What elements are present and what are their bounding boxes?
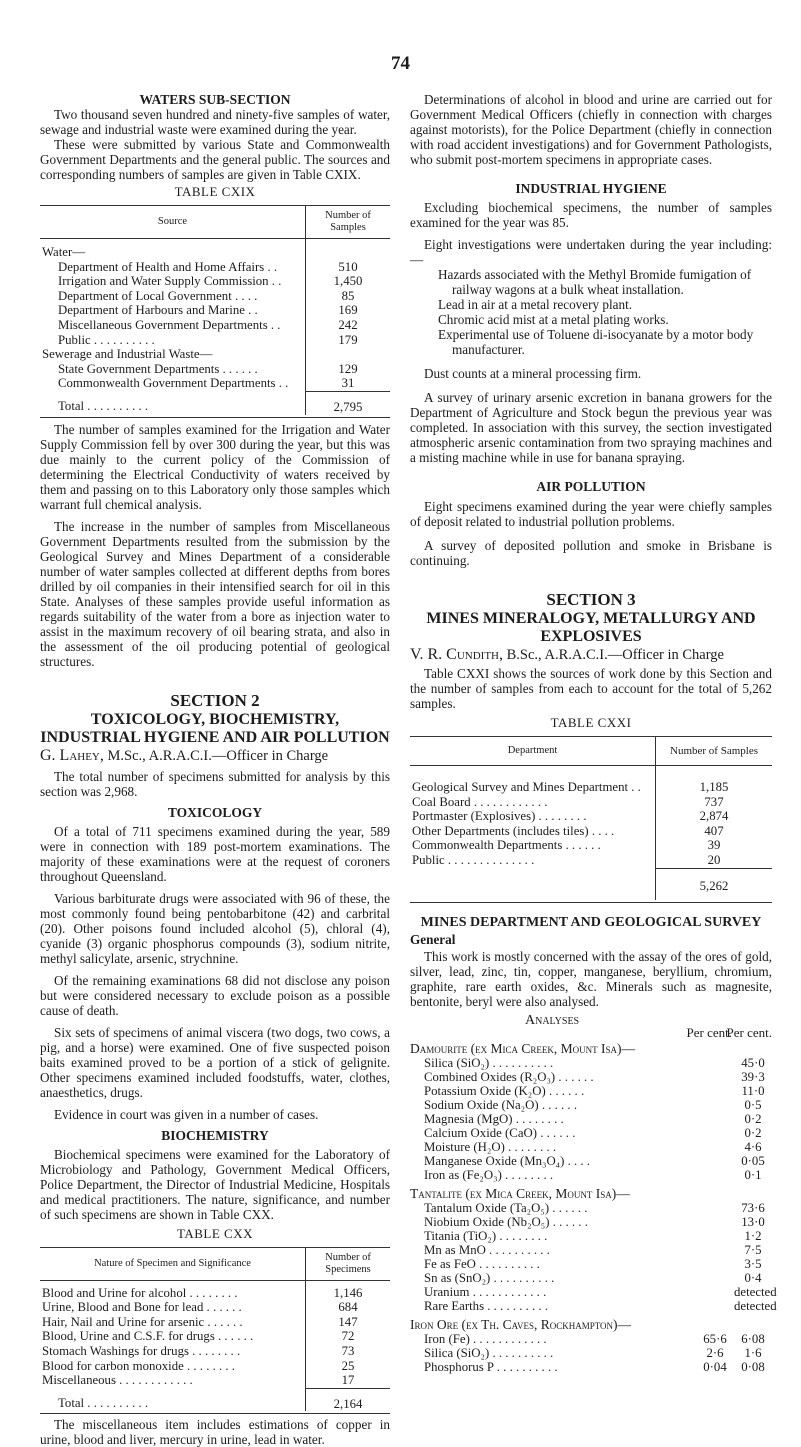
analysis-value-1: [696, 1070, 734, 1084]
table-cxix-row: [40, 303, 390, 318]
table-cxx-row-label: Blood, Urine and C.S.F. for drugs . . . . . .: [42, 1329, 254, 1344]
section-2-heading: TOXICOLOGY, BIOCHEMISTRY, INDUSTRIAL HYGIENE AND AIR POLLUTION: [40, 710, 390, 746]
table-cxxi-row-label: Coal Board . . . . . . . . . . . .: [412, 794, 548, 809]
analysis-constituent: Sn as (SnO₂) . . . . . . . . . .: [424, 1271, 555, 1286]
analysis-value-1: [696, 1299, 734, 1313]
table-cxx-row: [40, 1359, 390, 1374]
analysis-value-2: 39·3: [741, 1070, 765, 1085]
table-cxix-row-label: Department of Health and Home Affairs . .: [58, 259, 278, 274]
table-cxx-col-nature: Nature of Specimen and Significance: [40, 1247, 306, 1280]
table-cxxi-caption: TABLE CXXI: [550, 715, 632, 730]
analysis-constituent: Titania (TiO₂) . . . . . . . .: [424, 1229, 548, 1244]
table-cxx-row: [40, 1315, 390, 1330]
section-2-paragraph-1: The total number of specimens submitted for analysis by this section was 2,968.: [40, 768, 390, 799]
table-cxxi-col-department: Department: [410, 737, 656, 766]
analysis-value-2: 0·1: [744, 1168, 762, 1183]
analysis-constituent: Iron (Fe) . . . . . . . . . . . .: [424, 1332, 547, 1347]
table-cxix-row-value: [306, 245, 391, 260]
alcohol-paragraph: Determinations of alcohol in blood and urine are carried out for Government Medical Officers (chiefly in connection with charges against motorists), for the Police Department (chiefly in connection with road accident investigations) and for Government Pathologists, who submit post-mortem specimens in appropriate cases.: [410, 92, 772, 167]
analysis-value-2: detected: [734, 1299, 777, 1314]
analysis-row: [410, 1140, 772, 1154]
table-cxx-row: [40, 1286, 390, 1301]
table-cxix-row: [40, 333, 390, 348]
table-cxxi-row-value: 407: [656, 824, 773, 839]
table-cxix-row-value: [306, 347, 391, 362]
analysis-value-2: 11·0: [741, 1084, 765, 1099]
analysis-constituent: Moisture (H₂O) . . . . . . . .: [424, 1140, 557, 1155]
air-pollution-paragraph-1: Eight specimens examined during the year were chiefly samples of deposit related to industrial pollution problems.: [410, 499, 772, 529]
investigation-item: Experimental use of Toluene di-isocyanate by a motor body manufacturer.: [438, 327, 754, 357]
analysis-row: [410, 1360, 772, 1374]
table-cxix-caption: TABLE CXIX: [174, 184, 256, 199]
analysis-value-1: [696, 1201, 734, 1215]
left-column: [40, 92, 390, 1447]
analysis-row: [410, 1201, 772, 1215]
analysis-group-title: Tantalite (ex Mica Creek, Mount Isa)—: [410, 1186, 630, 1202]
analysis-value-2: 1·2: [744, 1229, 762, 1244]
industrial-hygiene-paragraph-3: Dust counts at a mineral processing firm.: [424, 366, 642, 381]
analysis-value-1: [696, 1112, 734, 1126]
section-3-officer: [410, 646, 772, 664]
analysis-row: [410, 1084, 772, 1098]
table-cxxi-row-value: 2,874: [656, 809, 773, 824]
table-cxix-col-number: Number of Samples: [306, 206, 391, 239]
analysis-value-1: 2·6: [706, 1346, 724, 1361]
general-subheading: General: [410, 932, 456, 948]
analysis-constituent: Tantalum Oxide (Ta₂O₅) . . . . . .: [424, 1201, 588, 1216]
table-cxix: [40, 205, 390, 415]
table-cxix-row-value: 169: [306, 303, 391, 318]
analysis-row: [410, 1126, 772, 1140]
analysis-row: [410, 1271, 772, 1285]
analysis-constituent: Phosphorus P . . . . . . . . . .: [424, 1360, 558, 1375]
analysis-constituent: Magnesia (MgO) . . . . . . . .: [424, 1112, 564, 1127]
table-cxx-row-label: Stomach Washings for drugs . . . . . . . .: [42, 1343, 241, 1358]
analysis-constituent: Niobium Oxide (Nb₂O₅) . . . . . .: [424, 1215, 588, 1230]
table-cxix-body: [40, 245, 390, 391]
table-cxxi-row: [410, 853, 772, 868]
waters-paragraph-2: These were submitted by various State and Commonwealth Government Departments and the general public. The sources and corresponding numbers of samples are given in Table CXIX.: [40, 137, 390, 182]
analysis-value-1: 65·6: [703, 1332, 727, 1347]
section-3-officer-name: V. R. Cundith,: [410, 646, 503, 663]
table-cxxi-row-label: Commonwealth Departments . . . . . .: [412, 838, 601, 853]
table-cxx-row-label: Blood for carbon monoxide . . . . . . . .: [42, 1358, 235, 1373]
analysis-value-2: 73·6: [741, 1201, 765, 1216]
table-cxix-total-label: Total . . . . . . . . . .: [58, 399, 149, 414]
table-cxix-row-label: Miscellaneous Government Departments . .: [58, 317, 281, 332]
analysis-row: [410, 1285, 777, 1300]
analysis-group-title: Damourite (ex Mica Creek, Mount Isa)—: [410, 1041, 635, 1057]
analysis-value-1: [696, 1140, 734, 1154]
table-cxix-row-value: 129: [306, 362, 391, 377]
analysis-constituent: Manganese Oxide (Mn₃O₄) . . . .: [424, 1154, 591, 1169]
investigation-item: Chromic acid mist at a metal plating works.: [438, 312, 669, 327]
analysis-group-title: Iron Ore (ex Th. Caves, Rockhampton)—: [410, 1317, 632, 1333]
table-cxxi-row-label: Geological Survey and Mines Department . .: [412, 780, 641, 794]
table-cxx-total-value: 2,164: [306, 1388, 391, 1411]
table-cxix-row: [40, 260, 390, 275]
table-cxx-row-label: Hair, Nail and Urine for arsenic . . . . . .: [42, 1314, 243, 1329]
toxicology-paragraph-1: Of a total of 711 specimens examined during the year, 589 were in connection with 189 post-mortem examinations. The majority of these examinations were at the request of coroners throughout Queensland.: [40, 823, 390, 884]
analysis-constituent: Combined Oxides (R₂O₃) . . . . . .: [424, 1070, 594, 1085]
table-cxix-row-label: Department of Local Government . . . .: [58, 288, 258, 303]
analysis-value-1: [696, 1229, 734, 1243]
table-cxxi-row-label: Public . . . . . . . . . . . . . .: [412, 852, 535, 867]
analysis-value-2: 0·4: [744, 1271, 762, 1286]
table-cxix-col-source: Source: [40, 206, 306, 239]
table-cxxi: [410, 736, 772, 900]
table-cxx-caption: TABLE CXX: [176, 1225, 254, 1241]
table-cxix-row: [40, 362, 390, 377]
table-cxxi-col-number: Number of Samples: [656, 737, 773, 766]
table-cxix-total-value: 2,795: [306, 391, 391, 414]
analysis-constituent: Silica (SiO₂) . . . . . . . . . .: [424, 1346, 554, 1361]
investigation-list: [438, 267, 772, 357]
table-cxx-row-value: 25: [306, 1359, 391, 1374]
table-cxix-row-label: Department of Harbours and Marine . .: [58, 303, 258, 318]
table-cxx: [40, 1247, 390, 1412]
table-cxx-row-value: 684: [306, 1300, 391, 1315]
analysis-value-2: 13·0: [741, 1215, 765, 1230]
table-cxix-row: [40, 347, 390, 362]
mines-department-heading: MINES DEPARTMENT AND GEOLOGICAL SURVEY: [420, 915, 762, 931]
table-cxxi-row: [410, 824, 772, 839]
table-cxxi-row: [410, 780, 772, 795]
analysis-value-1: [696, 1215, 734, 1229]
investigation-item: Hazards associated with the Methyl Bromide fumigation of railway wagons at a bulk wheat installation.: [438, 267, 752, 297]
table-cxx-row: [40, 1329, 390, 1344]
page-number: 74: [391, 53, 410, 74]
air-pollution-heading: AIR POLLUTION: [536, 479, 646, 494]
analysis-row: [410, 1346, 772, 1360]
table-cxix-row-label: Water—: [42, 245, 86, 259]
table-cxx-row-label: Urine, Blood and Bone for lead . . . . . .: [42, 1300, 242, 1315]
industrial-hygiene-paragraph-1: Excluding biochemical specimens, the number of samples examined for the year was 85.: [410, 200, 772, 230]
analysis-value-1: [696, 1056, 734, 1070]
analysis-constituent: Rare Earths . . . . . . . . . .: [424, 1299, 549, 1314]
table-cxx-row-value: 17: [306, 1373, 391, 1388]
table-cxx-row: [40, 1300, 390, 1315]
analysis-row: [410, 1257, 772, 1271]
analysis-value-2: 0·05: [741, 1154, 765, 1169]
toxicology-paragraph-4: Six sets of specimens of animal viscera (two dogs, two cows, a pig, and a horse) were examined. One of five suspected poison baits examined proved to be a portion of a stick of gelignite. Other specimens examined included foodstuffs, water, clothes, anaesthetics, drugs.: [40, 1024, 390, 1100]
analysis-row: [410, 1154, 772, 1168]
air-pollution-paragraph-2: A survey of deposited pollution and smoke in Brisbane is continuing.: [410, 538, 772, 568]
analysis-constituent: Silica (SiO₂) . . . . . . . . . .: [424, 1056, 554, 1071]
table-cxx-row: [40, 1344, 390, 1359]
table-cxix-row-value: 510: [306, 260, 391, 275]
industrial-hygiene-heading: INDUSTRIAL HYGIENE: [515, 181, 667, 196]
table-cxxi-row: [410, 809, 772, 824]
analysis-constituent: Sodium Oxide (Na₂O) . . . . . .: [424, 1098, 578, 1113]
analysis-row: [410, 1056, 772, 1070]
analysis-row: [410, 1098, 772, 1112]
analysis-constituent: Fe as FeO . . . . . . . . . .: [424, 1257, 540, 1272]
table-cxxi-row: [410, 795, 772, 810]
table-cxix-row-label: Sewerage and Industrial Waste—: [42, 347, 213, 362]
analyses-label: Analyses: [525, 1013, 580, 1029]
industrial-hygiene-paragraph-2: Eight investigations were undertaken during the year including:—: [410, 237, 772, 267]
analysis-row: [410, 1070, 772, 1084]
analysis-value-2: 0·2: [744, 1112, 762, 1127]
investigation-item: Lead in air at a metal recovery plant.: [438, 297, 633, 312]
table-cxx-row-label: Blood and Urine for alcohol . . . . . . . .: [42, 1285, 238, 1300]
table-cxxi-row-value: 39: [656, 838, 773, 853]
analysis-row: [410, 1299, 777, 1314]
analysis-value-1: [696, 1285, 734, 1299]
per-cent-col-2: Per cent.: [726, 1025, 772, 1041]
table-cxix-row-label: State Government Departments . . . . . .: [58, 361, 258, 376]
analysis-row: [410, 1332, 772, 1346]
section-3-officer-title: B.Sc., A.R.A.C.I.—Officer in Charge: [503, 647, 724, 663]
section-2-officer: [40, 747, 390, 765]
analysis-value-2: 4·6: [744, 1140, 762, 1155]
analysis-value-2: 6·08: [741, 1332, 765, 1347]
table-cxix-row: [40, 245, 390, 260]
toxicology-paragraph-5: Evidence in court was given in a number of cases.: [54, 1106, 319, 1122]
table-cxxi-body: [410, 780, 772, 868]
table-cxxi-total-value: 5,262: [656, 868, 773, 900]
analysis-value-2: 3·5: [744, 1257, 762, 1272]
analysis-value-1: [696, 1084, 734, 1098]
table-cxx-body: [40, 1286, 390, 1389]
table-cxix-row: [40, 289, 390, 304]
section-2-officer-name: G. Lahey,: [40, 746, 104, 764]
table-cxix-row: [40, 318, 390, 333]
analysis-value-1: 0·04: [703, 1360, 727, 1375]
analysis-value-2: detected: [734, 1285, 777, 1300]
table-cxx-row: [40, 1373, 390, 1388]
table-cxix-row-value: 85: [306, 289, 391, 304]
right-column: [410, 92, 777, 1375]
table-cxix-row-label: Irrigation and Water Supply Commission . .: [58, 274, 282, 289]
analysis-row: [410, 1229, 772, 1243]
analyses-list: [410, 1041, 777, 1375]
section-2-officer-title: M.Sc., A.R.A.C.I.—Officer in Charge: [103, 747, 329, 764]
table-cxxi-row-value: 737: [656, 795, 773, 810]
analysis-value-2: 0·5: [744, 1098, 762, 1113]
table-cxix-row-value: 179: [306, 333, 391, 348]
analysis-value-2: 0·2: [744, 1126, 762, 1141]
biochemistry-paragraph-2: The miscellaneous item includes estimations of copper in urine, blood and liver, mercury in urine, lead in water.: [40, 1417, 390, 1447]
analysis-value-1: [696, 1098, 734, 1112]
table-cxxi-row-label: Other Departments (includes tiles) . . . .: [412, 823, 615, 838]
table-cxx-col-number: Number of Specimens: [306, 1247, 391, 1280]
analysis-constituent: Potassium Oxide (K₂O) . . . . . .: [424, 1084, 585, 1099]
table-cxix-row: [40, 376, 390, 391]
analysis-value-2: 1·6: [744, 1346, 762, 1361]
section-2-title: SECTION 2: [170, 690, 260, 710]
table-cxx-total-label: Total . . . . . . . . . .: [58, 1396, 149, 1411]
analysis-value-2: 7·5: [744, 1243, 762, 1258]
section-3-paragraph-1: Table CXXI shows the sources of work done by this Section and the number of samples from each to account for the total of 5,262 samples.: [410, 666, 772, 711]
analysis-row: [410, 1112, 772, 1126]
table-cxix-row-label: Commonwealth Government Departments . .: [58, 376, 289, 391]
biochemistry-paragraph-1: Biochemical specimens were examined for the Laboratory of Microbiology and Pathology, Government Medical Officers, Police Department, the Director of Industrial Medicine, Hospitals and medical practitioners. The nature, significance, and number of such specimens are shown in Table CXX.: [40, 1146, 390, 1222]
table-cxix-row-value: 242: [306, 318, 391, 333]
table-cxxi-row-value: 1,185: [656, 780, 773, 795]
biochemistry-heading: BIOCHEMISTRY: [161, 1127, 269, 1143]
toxicology-heading: TOXICOLOGY: [167, 804, 263, 820]
section-3-heading: MINES MINERALOGY, METALLURGY AND EXPLOSIVES: [426, 610, 756, 645]
analysis-value-2: 45·0: [741, 1056, 765, 1071]
per-cent-col-1: Per cent.: [686, 1025, 732, 1041]
waters-heading: WATERS SUB-SECTION: [139, 92, 291, 107]
analysis-constituent: Mn as MnO . . . . . . . . . .: [424, 1243, 550, 1258]
table-cxix-row-label: Public . . . . . . . . . .: [58, 332, 155, 347]
waters-paragraph-1: Two thousand seven hundred and ninety-five samples of water, sewage and industrial waste were examined during the year.: [40, 107, 390, 137]
table-cxx-row-label: Miscellaneous . . . . . . . . . . . .: [42, 1373, 193, 1388]
analysis-constituent: Uranium . . . . . . . . . . . .: [424, 1285, 547, 1300]
analysis-value-1: [696, 1271, 734, 1285]
analysis-value-1: [696, 1168, 734, 1182]
analysis-constituent: Iron as (Fe₂O₃) . . . . . . . .: [424, 1168, 554, 1183]
analysis-row: [410, 1215, 772, 1229]
general-paragraph: This work is mostly concerned with the assay of the ores of gold, silver, lead, zinc, tin, copper, manganese, beryllium, chromium, graphite, rare earth oxides, &c. Minerals such as magnesite, bentonite, beryl were also analysed.: [410, 949, 772, 1010]
waters-paragraph-4: The increase in the number of samples from Miscellaneous Government Departments resulted from the submission by the Geological Survey and Mines Department of a considerable number of water samples collected at different depths from bores drilled by oil companies in their intensified search for oil in this State. Analyses of these samples provide useful information as regards suitability of the water from a bore as injection water to assist in the maximum recovery of oil bearing strata, and also in the assessment of the oil producing potential of geological structures.: [40, 518, 390, 669]
analyses-header: [410, 1013, 772, 1041]
table-cxix-row-value: 1,450: [306, 274, 391, 289]
table-cxx-row-value: 72: [306, 1329, 391, 1344]
analysis-value-1: [696, 1257, 734, 1271]
table-cxix-row: [40, 274, 390, 289]
analysis-row: [410, 1168, 772, 1182]
toxicology-paragraph-2: Various barbiturate drugs were associated with 96 of these, the most commonly found being pentobarbitone (42) and carbrital (20). Other poisons found included alcohol (5), chloral (4), cyanide (3) organic phosphorus compounds (3), sodium nitrite, methyl salicylate, arsenic, strychnine.: [40, 890, 390, 966]
table-cxx-row-value: 1,146: [306, 1286, 391, 1301]
table-cxix-row-value: 31: [306, 376, 391, 391]
toxicology-paragraph-3: Of the remaining examinations 68 did not disclose any poison but were considered necessary to exclude poison as a possible cause of death.: [40, 972, 390, 1018]
analysis-value-1: [696, 1154, 734, 1168]
table-cxxi-row-label: Portmaster (Explosives) . . . . . . . .: [412, 809, 587, 824]
analysis-constituent: Calcium Oxide (CaO) . . . . . .: [424, 1126, 576, 1141]
section-3-title: SECTION 3: [546, 590, 636, 609]
analysis-value-2: 0·08: [741, 1360, 765, 1375]
table-cxx-row-value: 73: [306, 1344, 391, 1359]
analysis-value-1: [696, 1126, 734, 1140]
waters-paragraph-3: The number of samples examined for the Irrigation and Water Supply Commission fell by over 300 during the year, but this was due mainly to the current policy of the Commission of determining the Electrical Conductivity of waters received by them and passing on to this Laboratory only those samples which warrant full chemical analysis.: [40, 421, 390, 512]
analysis-row: [410, 1243, 772, 1257]
table-cxx-row-value: 147: [306, 1315, 391, 1330]
table-cxxi-row-value: 20: [656, 853, 773, 868]
industrial-hygiene-paragraph-4: A survey of urinary arsenic excretion in banana growers for the Department of Agriculture and Stock begun the previous year was completed. In association with this survey, the section investigated atmospheric arsenic contamination from two spraying machines and a misting machine while in use for banana spraying.: [410, 390, 772, 465]
analysis-value-1: [696, 1243, 734, 1257]
table-cxxi-row: [410, 838, 772, 853]
